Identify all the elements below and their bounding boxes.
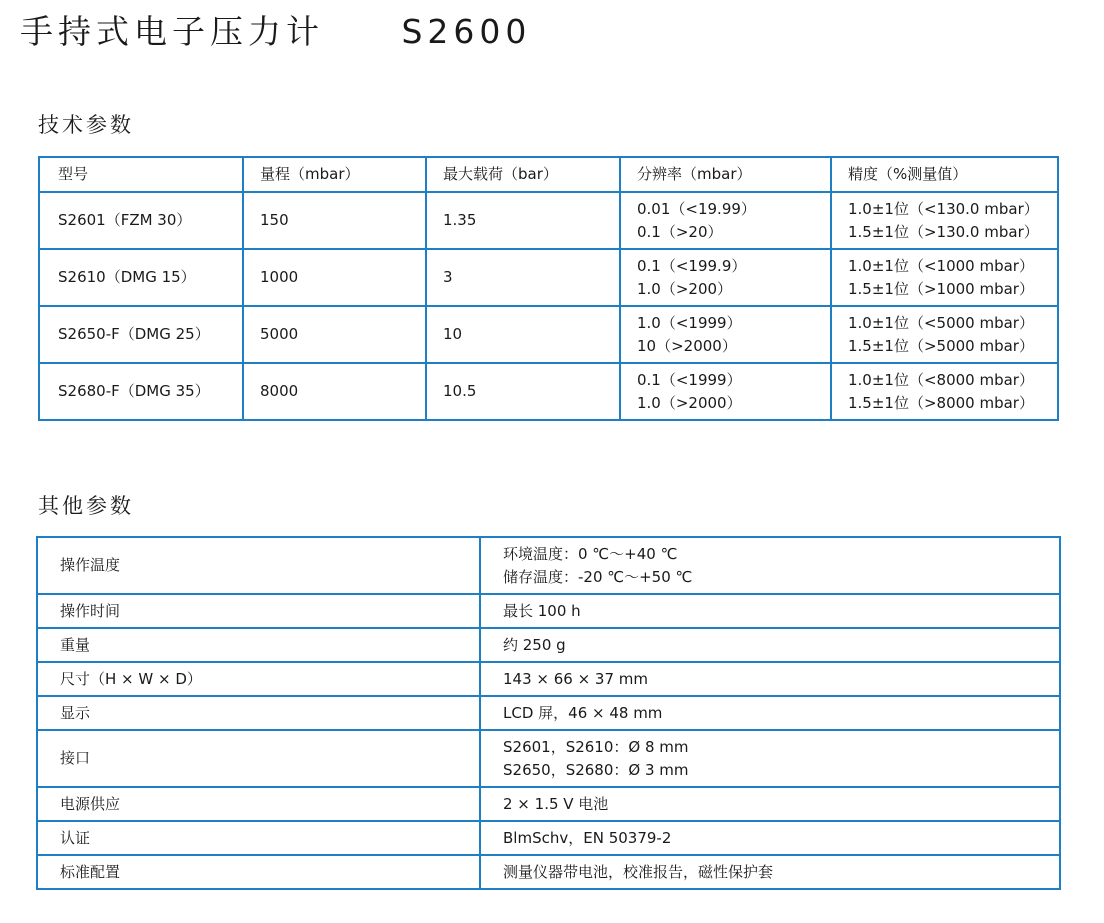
cell-max-load: 10 [426, 306, 620, 363]
accuracy-line: 1.5±1位（>8000 mbar） [848, 393, 1034, 412]
param-label: 操作时间 [37, 594, 480, 628]
param-value-line: 环境温度：0 ℃～+40 ℃ [503, 544, 678, 563]
accuracy-line: 1.5±1位（>5000 mbar） [848, 336, 1034, 355]
table-row [37, 628, 1060, 662]
tech-params-title: 技术参数 [38, 113, 134, 137]
param-label: 电源供应 [37, 787, 480, 821]
table-header-row [39, 157, 1058, 192]
param-value: 最长 100 h [480, 594, 1060, 628]
table-row [37, 821, 1060, 855]
param-value-line: S2601，S2610：Ø 8 mm [503, 737, 689, 756]
param-value [480, 537, 1060, 594]
param-label: 尺寸（H × W × D） [37, 662, 480, 696]
cell-resolution [620, 363, 831, 420]
accuracy-line: 1.0±1位（<8000 mbar） [848, 370, 1034, 389]
param-value [480, 730, 1060, 787]
column-header-resolution: 分辨率（mbar） [620, 157, 831, 192]
param-label: 标准配置 [37, 855, 480, 889]
table-row [37, 787, 1060, 821]
page-title [20, 6, 531, 53]
param-value: 约 250 g [480, 628, 1060, 662]
resolution-line: 0.1（<1999） [637, 370, 742, 389]
param-label: 重量 [37, 628, 480, 662]
param-label: 认证 [37, 821, 480, 855]
cell-resolution [620, 306, 831, 363]
cell-range: 1000 [243, 249, 426, 306]
cell-range: 150 [243, 192, 426, 249]
cell-resolution [620, 192, 831, 249]
cell-range: 5000 [243, 306, 426, 363]
resolution-line: 0.01（<19.99） [637, 199, 756, 218]
accuracy-line: 1.5±1位（>130.0 mbar） [848, 222, 1039, 241]
param-value: 143 × 66 × 37 mm [480, 662, 1060, 696]
resolution-line: 1.0（>2000） [637, 393, 742, 412]
cell-max-load: 3 [426, 249, 620, 306]
cell-model: S2601（FZM 30） [39, 192, 243, 249]
param-value: LCD 屏，46 × 48 mm [480, 696, 1060, 730]
table-row [37, 662, 1060, 696]
column-header-max-load: 最大载荷（bar） [426, 157, 620, 192]
resolution-line: 1.0（<1999） [637, 313, 742, 332]
param-label: 显示 [37, 696, 480, 730]
column-header-range: 量程（mbar） [243, 157, 426, 192]
cell-accuracy [831, 306, 1058, 363]
resolution-line: 10（>2000） [637, 336, 737, 355]
table-row [37, 696, 1060, 730]
cell-accuracy [831, 192, 1058, 249]
accuracy-line: 1.0±1位（<5000 mbar） [848, 313, 1034, 332]
cell-accuracy [831, 363, 1058, 420]
param-value: BlmSchv，EN 50379-2 [480, 821, 1060, 855]
cell-model: S2610（DMG 15） [39, 249, 243, 306]
product-name: 手持式电子压力计 [20, 12, 324, 51]
accuracy-line: 1.0±1位（<130.0 mbar） [848, 199, 1039, 218]
cell-accuracy [831, 249, 1058, 306]
accuracy-line: 1.0±1位（<1000 mbar） [848, 256, 1034, 275]
resolution-line: 0.1（>20） [637, 222, 723, 241]
param-value-line: S2650，S2680：Ø 3 mm [503, 760, 689, 779]
cell-model: S2680-F（DMG 35） [39, 363, 243, 420]
column-header-model: 型号 [39, 157, 243, 192]
resolution-line: 0.1（<199.9） [637, 256, 747, 275]
param-label: 操作温度 [37, 537, 480, 594]
table-row [39, 363, 1058, 420]
table-row [37, 855, 1060, 889]
table-row [39, 306, 1058, 363]
cell-model: S2650-F（DMG 25） [39, 306, 243, 363]
param-value-line: 储存温度：-20 ℃～+50 ℃ [503, 567, 693, 586]
table-row [37, 594, 1060, 628]
tech-params-table [38, 156, 1059, 421]
other-params-table [36, 536, 1061, 890]
cell-max-load: 10.5 [426, 363, 620, 420]
table-row [39, 249, 1058, 306]
cell-max-load: 1.35 [426, 192, 620, 249]
resolution-line: 1.0（>200） [637, 279, 733, 298]
param-label: 接口 [37, 730, 480, 787]
product-model: S2600 [401, 12, 532, 51]
param-value: 2 × 1.5 V 电池 [480, 787, 1060, 821]
table-row [39, 192, 1058, 249]
cell-range: 8000 [243, 363, 426, 420]
table-row [37, 730, 1060, 787]
cell-resolution [620, 249, 831, 306]
column-header-accuracy: 精度（%测量值） [831, 157, 1058, 192]
table-row [37, 537, 1060, 594]
other-params-title: 其他参数 [38, 494, 134, 518]
param-value: 测量仪器带电池，校准报告，磁性保护套 [480, 855, 1060, 889]
accuracy-line: 1.5±1位（>1000 mbar） [848, 279, 1034, 298]
